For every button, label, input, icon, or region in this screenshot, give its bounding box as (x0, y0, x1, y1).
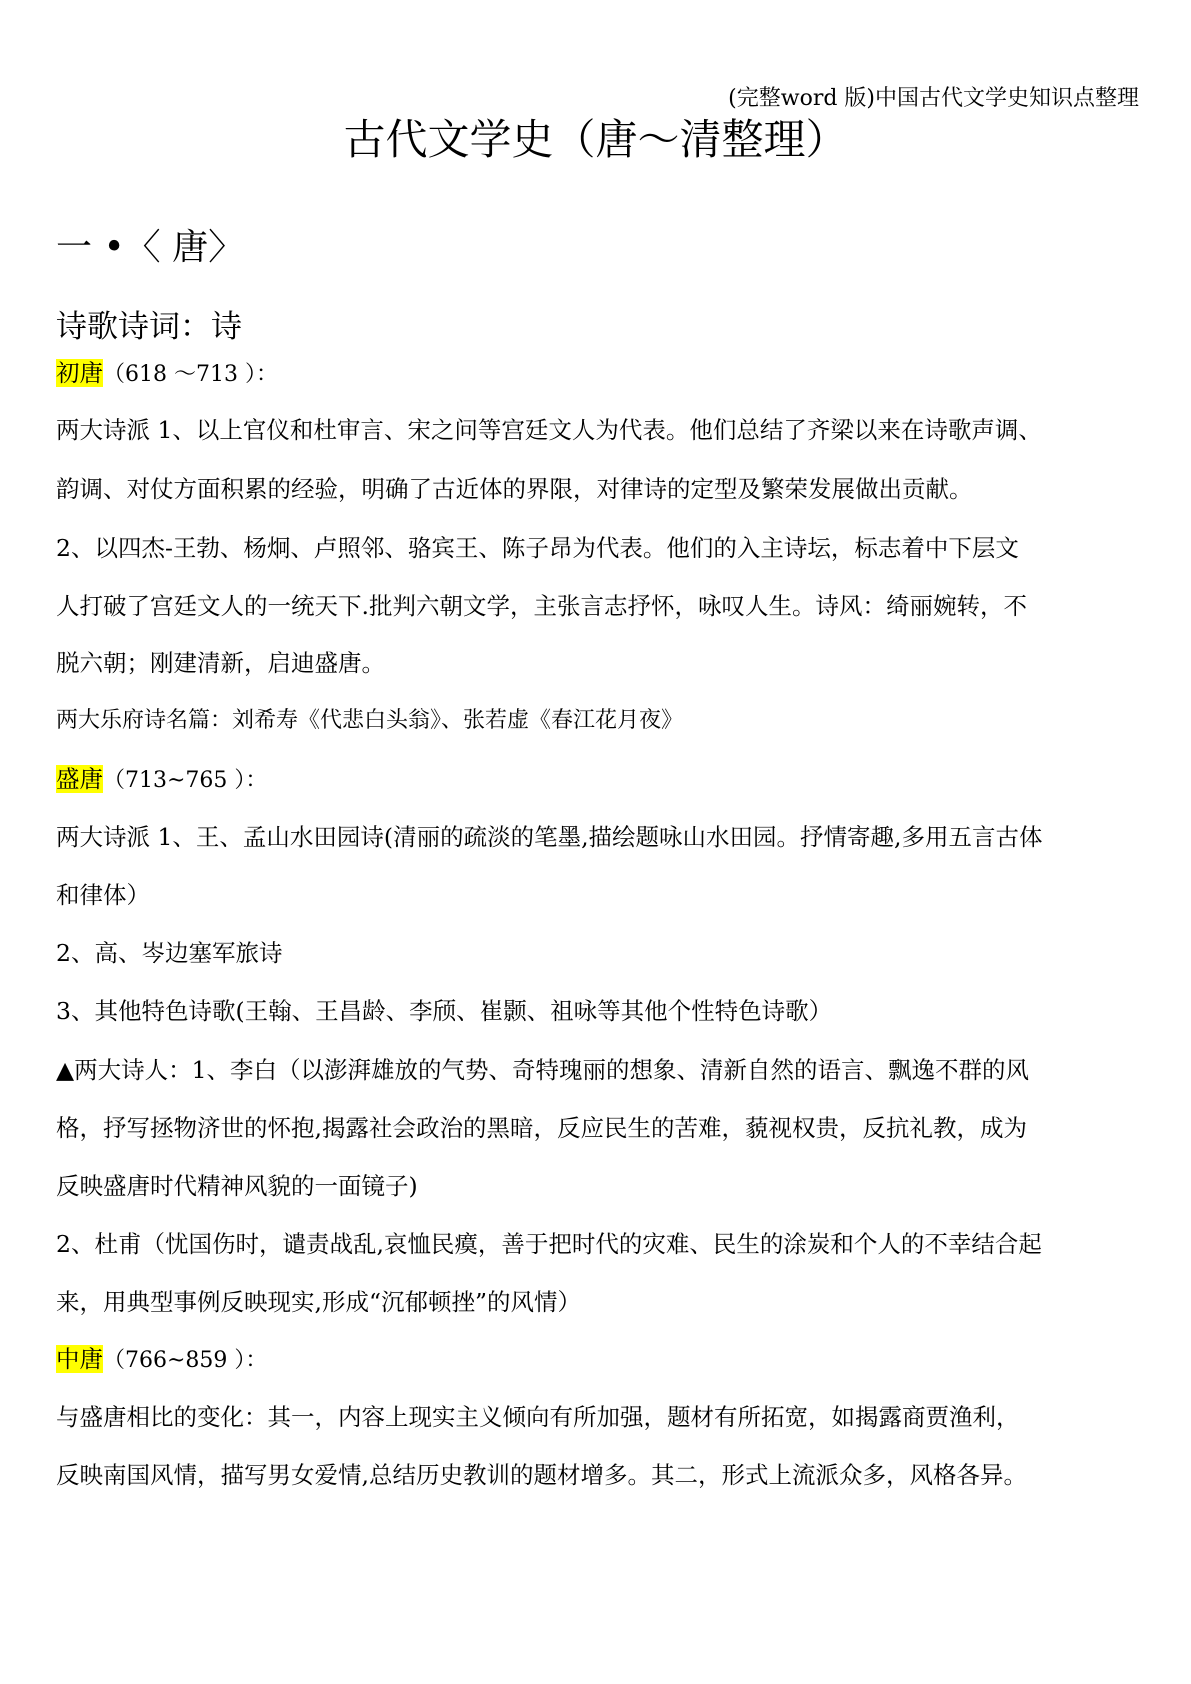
paragraph-line: 与盛唐相比的变化：其一，内容上现实主义倾向有所加强，题材有所拓宽，如揭露商贾渔利， (56, 1403, 1020, 1431)
paragraph-line: 2、杜甫（忧国伤时，谴责战乱,哀恤民瘼，善于把时代的灾难、民生的涂炭和个人的不幸结合起 (56, 1230, 1042, 1258)
paragraph-line: 两大诗派 1、以上官仪和杜审言、宋之问等宫廷文人为代表。他们总结了齐梁以来在诗歌声调、 (56, 416, 1042, 444)
paragraph-line: 2、以四杰-王勃、杨炯、卢照邻、骆宾王、陈子昂为代表。他们的入主诗坛，标志着中下层文 (56, 534, 1019, 562)
highlighted-label-mid-tang: 中唐 (56, 1345, 103, 1373)
period-heading-mid-tang (56, 1342, 267, 1378)
section-heading-tang: 一 •〈 唐〉 (56, 227, 245, 268)
highlighted-label-high-tang: 盛唐 (56, 765, 103, 793)
paragraph-line: 反映南国风情，描写男女爱情,总结历史教训的题材增多。其二，形式上流派众多，风格各异。 (56, 1461, 1027, 1489)
period-range-early-tang: （618 ～713 ）： (103, 362, 278, 387)
paragraph-line: 两大诗派 1、王、孟山水田园诗(清丽的疏淡的笔墨,描绘题咏山水田园。抒情寄趣,多用五言古体 (56, 823, 1043, 851)
period-range-high-tang: （713~765 ）： (103, 768, 268, 793)
paragraph-line: 两大乐府诗名篇：刘希寿《代悲白头翁》、张若虚《春江花月夜》 (56, 708, 684, 733)
period-heading-early-tang (56, 356, 278, 392)
paragraph-line: 2、高、岑边塞军旅诗 (56, 939, 283, 967)
paragraph-line: 人打破了宫廷文人的一统天下.批判六朝文学，主张言志抒怀，咏叹人生。诗风：绮丽婉转，不 (56, 592, 1027, 620)
subheading-poetry: 诗歌诗词：诗 (56, 309, 242, 345)
paragraph-line: 脱六朝；刚建清新，启迪盛唐。 (56, 649, 385, 677)
paragraph-line: 格，抒写拯物济世的怀抱,揭露社会政治的黑暗，反应民生的苦难，藐视权贵，反抗礼教，成为 (56, 1114, 1027, 1142)
paragraph-line: 反映盛唐时代精神风貌的一面镜子) (56, 1172, 418, 1200)
paragraph-line: ▲两大诗人：1、李白（以澎湃雄放的气势、奇特瑰丽的想象、清新自然的语言、飘逸不群的风 (56, 1056, 1030, 1084)
paragraph-line: 和律体） (56, 881, 150, 909)
highlighted-label-early-tang: 初唐 (56, 359, 103, 387)
paragraph-line: 韵调、对仗方面积累的经验，明确了古近体的界限，对律诗的定型及繁荣发展做出贡献。 (56, 475, 973, 503)
period-range-mid-tang: （766~859 ）： (103, 1348, 268, 1373)
header-note: (完整word 版)中国古代文学史知识点整理 (728, 86, 1139, 111)
document-title: 古代文学史（唐～清整理） (343, 115, 848, 164)
paragraph-line: 3、其他特色诗歌(王翰、王昌龄、李颀、崔颢、祖咏等其他个性特色诗歌） (56, 997, 833, 1025)
period-heading-high-tang (56, 762, 267, 798)
paragraph-line: 来，用典型事例反映现实,形成“沉郁顿挫”的风情） (56, 1288, 581, 1316)
